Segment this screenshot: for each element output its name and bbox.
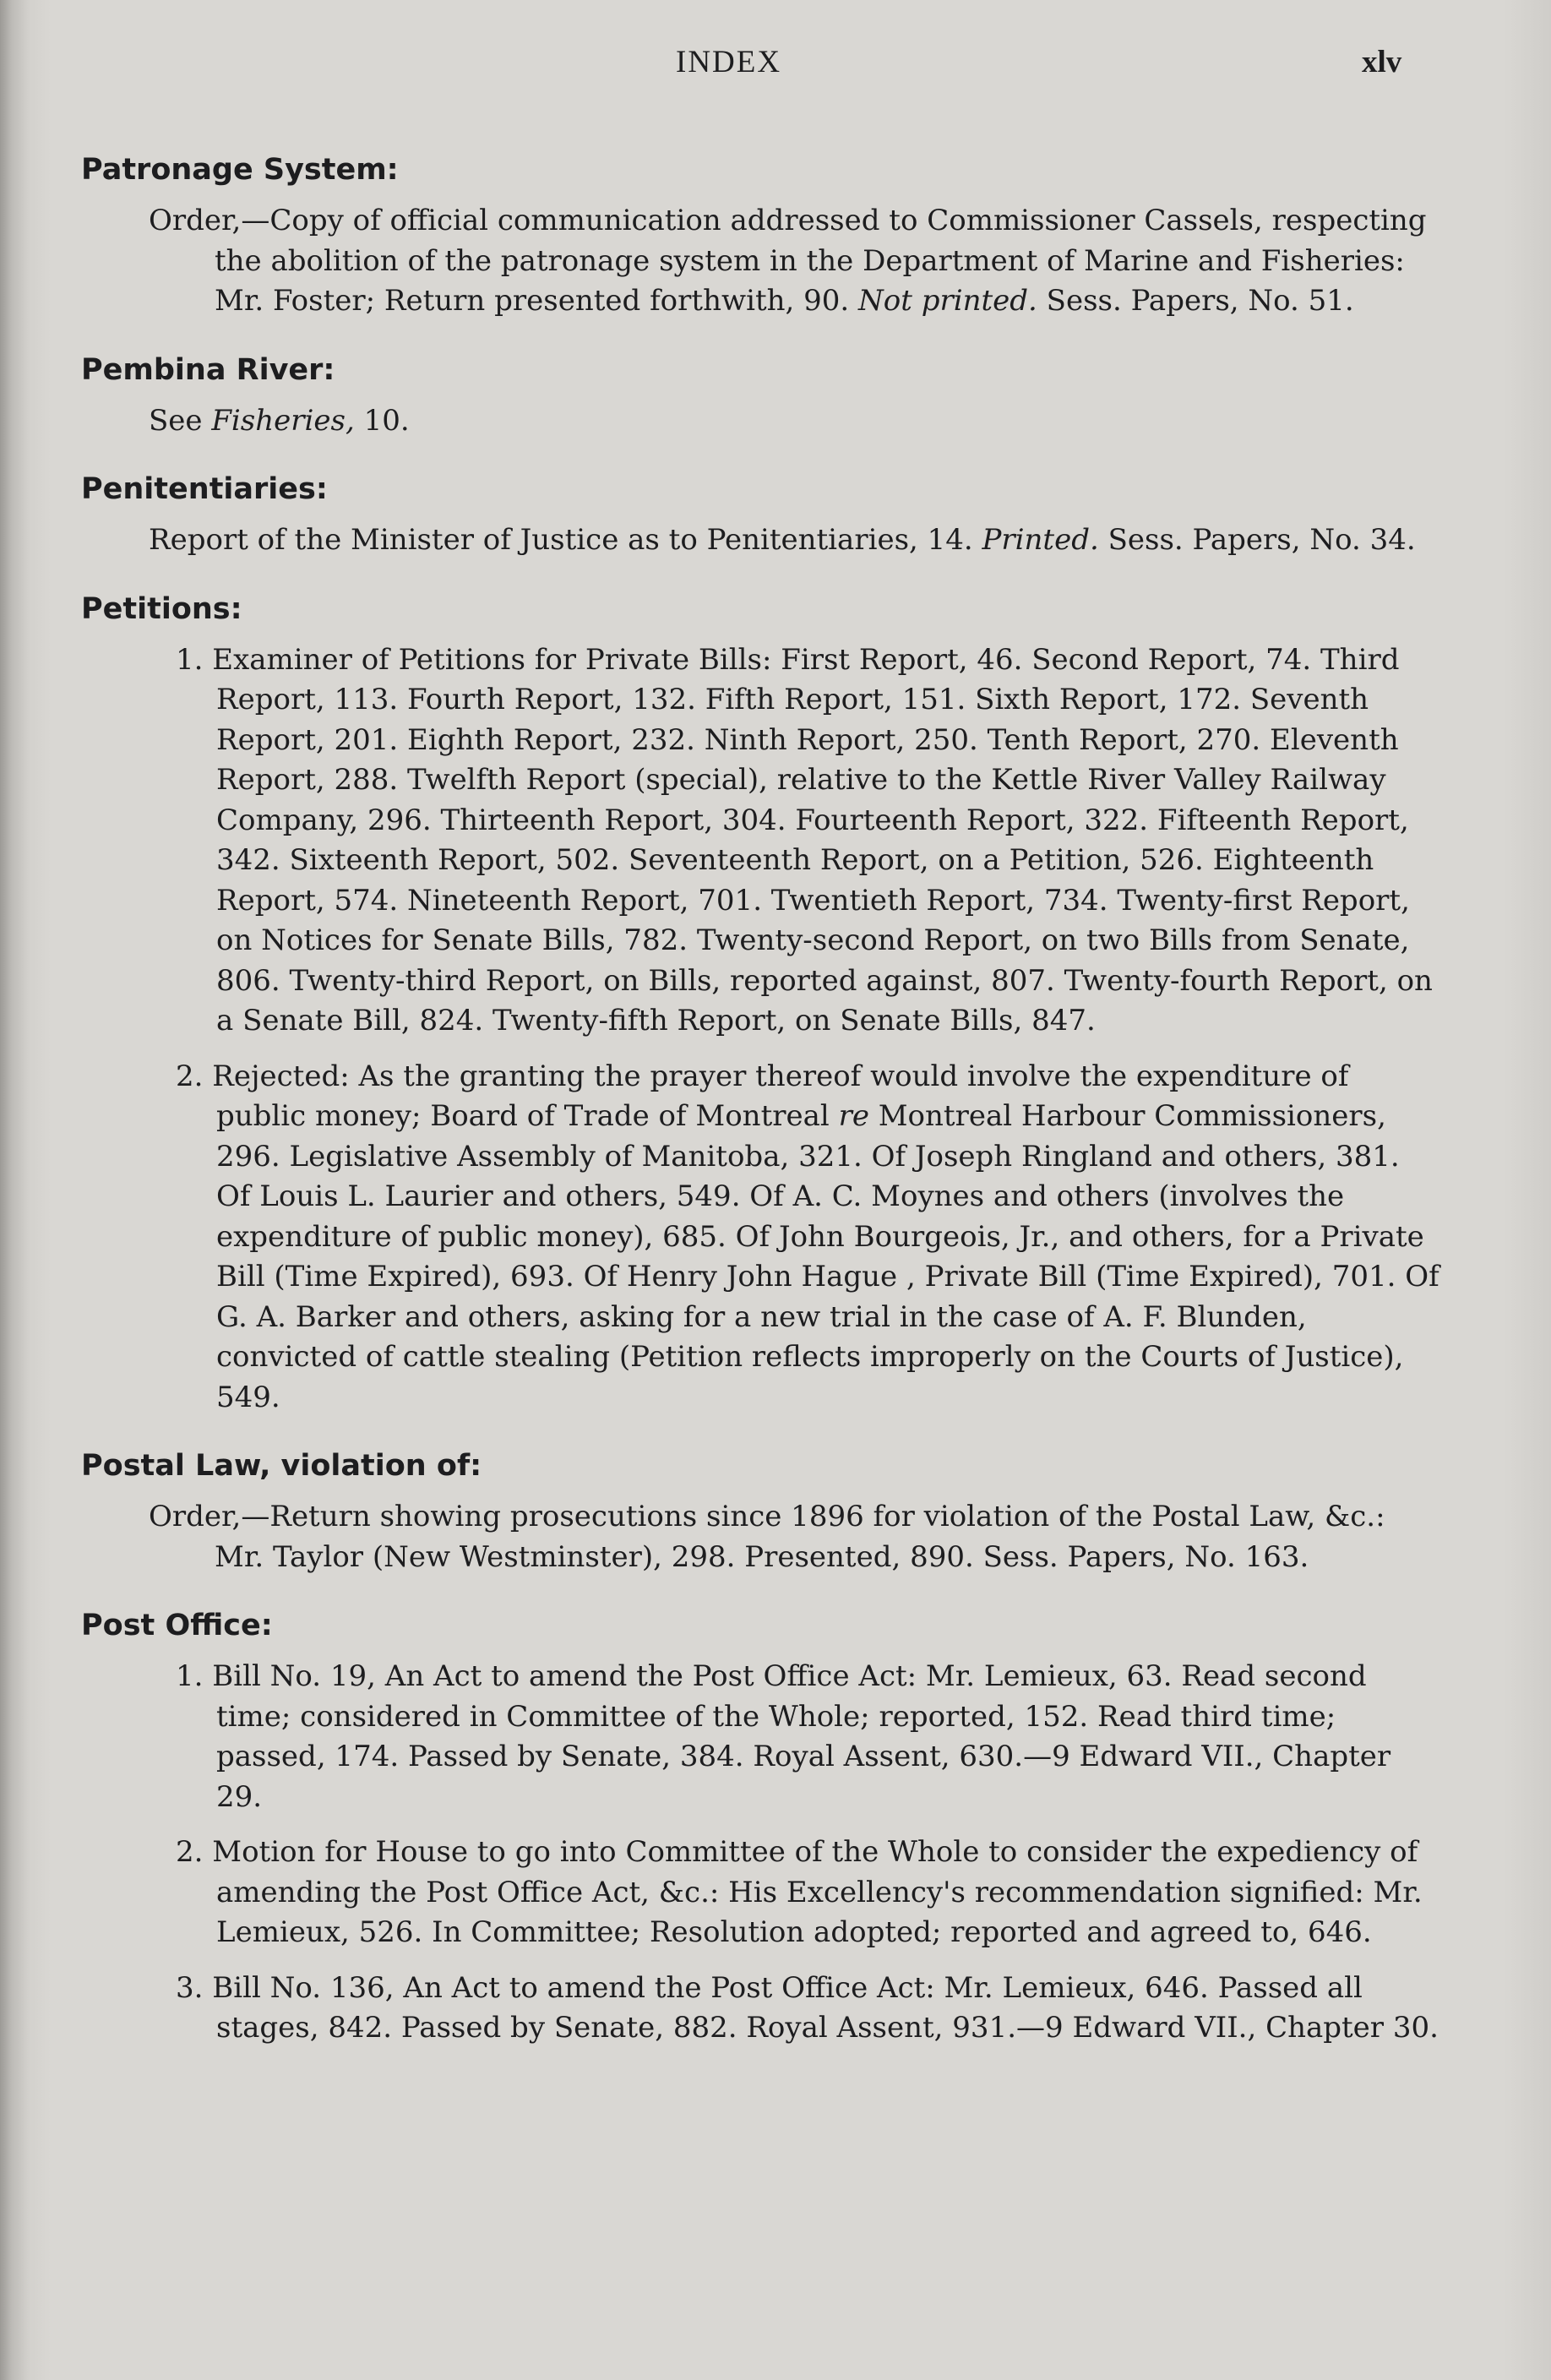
entry-number: 1. — [176, 1659, 213, 1693]
index-section-petitions — [81, 590, 1441, 1419]
section-heading: Pembina River: — [81, 352, 335, 387]
index-section-postal-law — [81, 1446, 1441, 1577]
index-entry — [157, 1057, 1441, 1419]
index-entry — [157, 1833, 1441, 1953]
entry-after: Sess. Papers, No. 34. — [1098, 523, 1416, 557]
page-title: INDEX — [676, 45, 782, 79]
section-heading: Post Office: — [81, 1609, 273, 1642]
page-header — [0, 44, 1551, 86]
entry-italic: Fisheries, — [211, 403, 355, 438]
entry-number: 3. — [176, 1970, 213, 2005]
entry-text: Examiner of Petitions for Private Bills: First Report, 46. Second Report, 74. Third Report, 113. Fourth Report, 132. Fifth Report, 151. Sixth Report, 172. Seventh Report, 201. Eighth Report, 232. Ninth Report, 250. Tenth Report, 270. Eleventh Report, 288. Twelfth Report (special), relative to the Kettle River Valley Railway Company, 296. Thirteenth Report, 304. Fourteenth Report, 322. Fifteenth Report, 342. Sixteenth Report, 502. Seventeenth Report, on a Petition, 526. Eighteenth Report, 574. Nineteenth Report, 701. Twentieth Report, 734. Twenty-first Report, on Notices for Senate Bills, 782. Twenty-second Report, on two Bills from Senate, 806. Twenty-third Report, on Bills, reported against, 807. Twenty-fourth Report, on a Senate Bill, 824. Twenty-fifth Report, on Senate Bills, 847. — [212, 642, 1433, 1038]
entry-text: Order,—Return showing prosecutions since 1896 for violation of the Postal Law, &c.: Mr. Taylor (New Westminster), 298. Presented, 890. Sess. Papers, No. 163. — [149, 1500, 1385, 1574]
index-content — [81, 150, 1441, 2078]
index-entry — [149, 520, 1441, 561]
entry-number: 2. — [176, 1059, 213, 1093]
entry-after: Sess. Papers, No. 51. — [1037, 284, 1354, 318]
index-section-pembina-river — [81, 351, 1441, 442]
section-heading: Postal Law, violation of: — [81, 1449, 482, 1483]
entry-italic: Not printed. — [858, 284, 1037, 318]
index-entry — [149, 401, 1441, 442]
index-entry — [149, 201, 1441, 322]
index-entry — [157, 1969, 1441, 2049]
entry-text: Rejected: As the granting the prayer thereof would involve the expenditure of public money; Board of Trade of Montreal — [212, 1059, 1349, 1133]
section-heading: Penitentiaries: — [81, 472, 328, 506]
entry-after: 10. — [354, 403, 410, 438]
entry-number: 2. — [176, 1835, 213, 1869]
entry-italic: re — [838, 1099, 869, 1133]
section-heading: Patronage System: — [81, 153, 399, 187]
page-number: xlv — [1362, 45, 1402, 79]
entry-text: Order,—Copy of official communication addressed to Commissioner Cassels, respecting the abolition of the patronage system in the Department of Marine and Fisheries: Mr. Foster; Return presented forthwith, 90. — [149, 204, 1427, 318]
entry-italic: Printed. — [982, 523, 1099, 557]
index-section-penitentiaries — [81, 470, 1441, 561]
entry-text: See — [149, 403, 212, 438]
entry-text: Bill No. 19, An Act to amend the Post Office Act: Mr. Lemieux, 63. Read second time; considered in Committee of the Whole; reported, 152. Read third time; passed, 174. Passed by Senate, 384. Royal Assent, 630.—9 Edward VII., Chapter 29. — [212, 1659, 1391, 1814]
entry-text: Bill No. 136, An Act to amend the Post Office Act: Mr. Lemieux, 646. Passed all stages, 842. Passed by Senate, 882. Royal Assent, 931.—9 Edward VII., Chapter 30. — [212, 1970, 1439, 2045]
index-section-post-office — [81, 1606, 1441, 2049]
entry-text: Motion for House to go into Committee of the Whole to consider the expediency of amending the Post Office Act, &c.: His Excellency's recommendation signified: Mr. Lemieux, 526. In Committee; Resolution adopted; reported and agreed to, 646. — [212, 1835, 1423, 1949]
entry-after: Montreal Harbour Commissioners, 296. Legislative Assembly of Manitoba, 321. Of Joseph Ringland and others, 381. Of Louis L. Laurier and others, 549. Of A. C. Moynes and others (involves the expenditure of public money), 685. Of John Bourgeois, Jr., and others, for a Private Bill (Time Expired), 693. Of Henry John Hague , Private Bill (Time Expired), 701. Of G. A. Barker and others, asking for a new trial in the case of A. F. Blunden, convicted of cattle stealing (Petition reflects improperly on the Courts of Justice), 549. — [216, 1099, 1439, 1414]
index-entry — [157, 1657, 1441, 1817]
index-section-patronage-system — [81, 150, 1441, 322]
index-entry — [149, 1497, 1441, 1577]
entry-number: 1. — [176, 642, 213, 677]
entry-text: Report of the Minister of Justice as to Penitentiaries, 14. — [149, 523, 982, 557]
section-heading: Petitions: — [81, 591, 242, 626]
index-entry — [157, 640, 1441, 1042]
